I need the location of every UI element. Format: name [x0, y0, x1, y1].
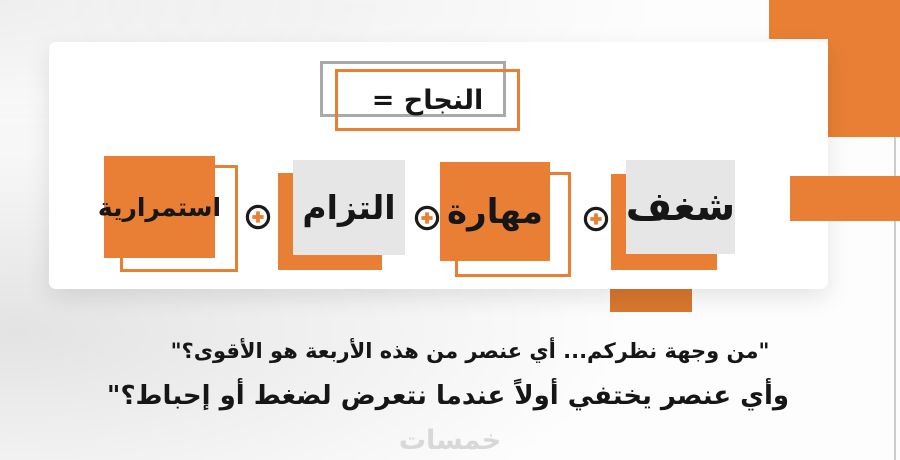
deco-rect-right-column [828, 39, 900, 137]
box-continuity-label: استمرارية [97, 192, 222, 222]
box-commitment-label: التزام [302, 188, 396, 227]
question-line-2: وأي عنصر يختفي أولاً عندما نتعرض لضغط أو إحباط؟" [106, 381, 790, 411]
box-skill-label: مهارة [447, 191, 543, 232]
plus-icon [414, 205, 440, 231]
slide-title: النجاح = [371, 84, 484, 116]
box-passion [626, 160, 735, 254]
box-commitment [293, 160, 405, 255]
question-line-1: "من وجهة نظركم... أي عنصر من هذه الأربعة هو الأقوى؟" [170, 339, 770, 363]
plus-icon [245, 204, 271, 230]
box-continuity [97, 156, 222, 258]
deco-rect-below-card [610, 289, 692, 312]
deco-bar-right [790, 176, 900, 221]
box-skill [440, 162, 550, 261]
slide-card [49, 42, 828, 289]
plus-icon [583, 206, 609, 232]
box-passion-label: شغف [625, 184, 736, 230]
deco-rect-top-right [769, 0, 900, 39]
khamsat-watermark: خمسات [398, 425, 502, 456]
